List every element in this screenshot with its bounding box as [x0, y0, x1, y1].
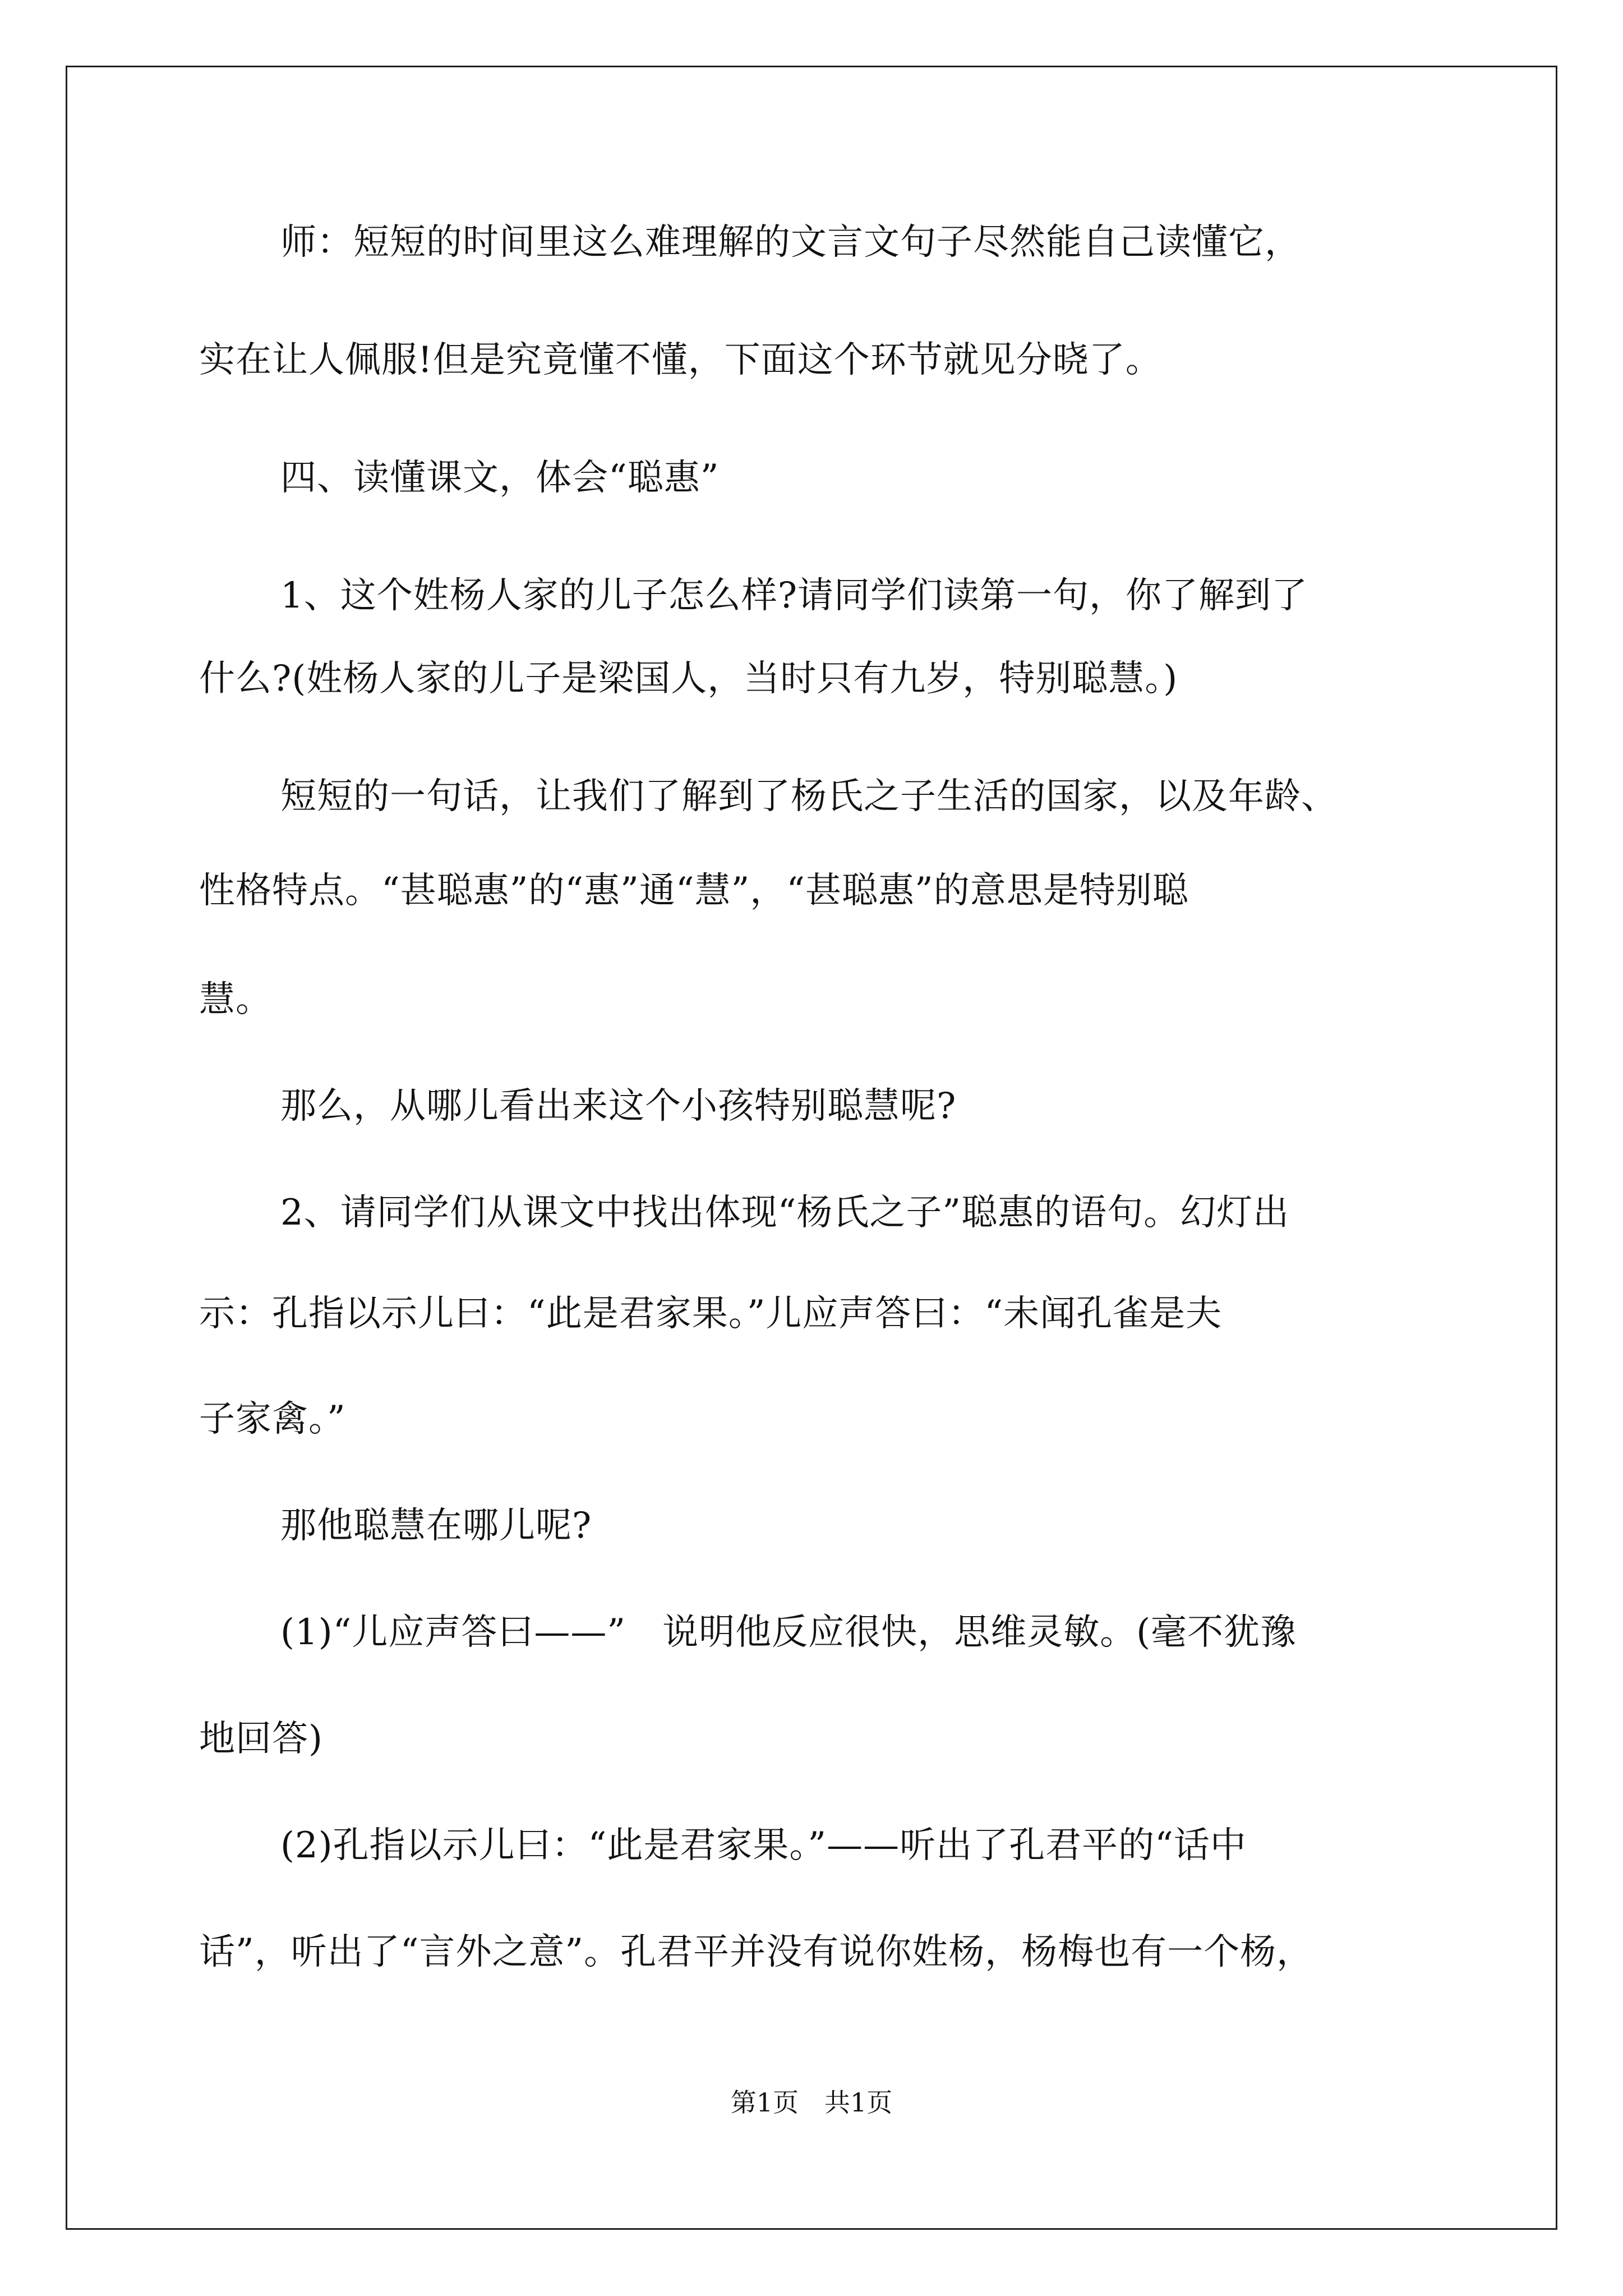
paragraph-line: (1)“儿应声答曰——” 说明他反应很快，思维灵敏。(毫不犹豫	[280, 1612, 1297, 1653]
paragraph-line: 子家禽。”	[199, 1398, 346, 1440]
page-footer: 第1页 共1页	[730, 2087, 893, 2118]
paragraph-line: 什么?(姓杨人家的儿子是梁国人，当时只有九岁，特别聪慧。)	[199, 658, 1178, 700]
paragraph-line: 话”，听出了“言外之意”。孔君平并没有说你姓杨，杨梅也有一个杨，	[199, 1931, 1313, 1973]
paragraph-line: 示：孔指以示儿曰：“此是君家果。”儿应声答曰：“未闻孔雀是夫	[199, 1293, 1223, 1335]
paragraph-line: 地回答)	[199, 1718, 323, 1760]
paragraph-line: 实在让人佩服!但是究竟懂不懂，下面这个环节就见分晓了。	[199, 339, 1162, 381]
paragraph-line: 慧。	[199, 979, 272, 1020]
paragraph-line: (2)孔指以示儿曰：“此是君家果。”——听出了孔君平的“话中	[280, 1825, 1247, 1866]
paragraph-line: 师：短短的时间里这么难理解的文言文句子尽然能自己读懂它，	[280, 222, 1301, 263]
paragraph-line: 1、这个姓杨人家的儿子怎么样?请同学们读第一句，你了解到了	[280, 575, 1308, 616]
page-border	[66, 66, 1557, 2230]
paragraph-line: 2、请同学们从课文中找出体现“杨氏之子”聪惠的语句。幻灯出	[280, 1192, 1290, 1234]
paragraph-line: 那他聪慧在哪儿呢?	[280, 1505, 592, 1547]
paragraph-line: 短短的一句话，让我们了解到了杨氏之子生活的国家，以及年龄、	[280, 776, 1338, 817]
paragraph-line: 那么，从哪儿看出来这个小孩特别聪慧呢?	[280, 1085, 957, 1127]
section-heading: 四、读懂课文，体会“聪惠”	[280, 457, 720, 499]
paragraph-line: 性格特点。“甚聪惠”的“惠”通“慧”，“甚聪惠”的意思是特别聪	[199, 870, 1189, 912]
